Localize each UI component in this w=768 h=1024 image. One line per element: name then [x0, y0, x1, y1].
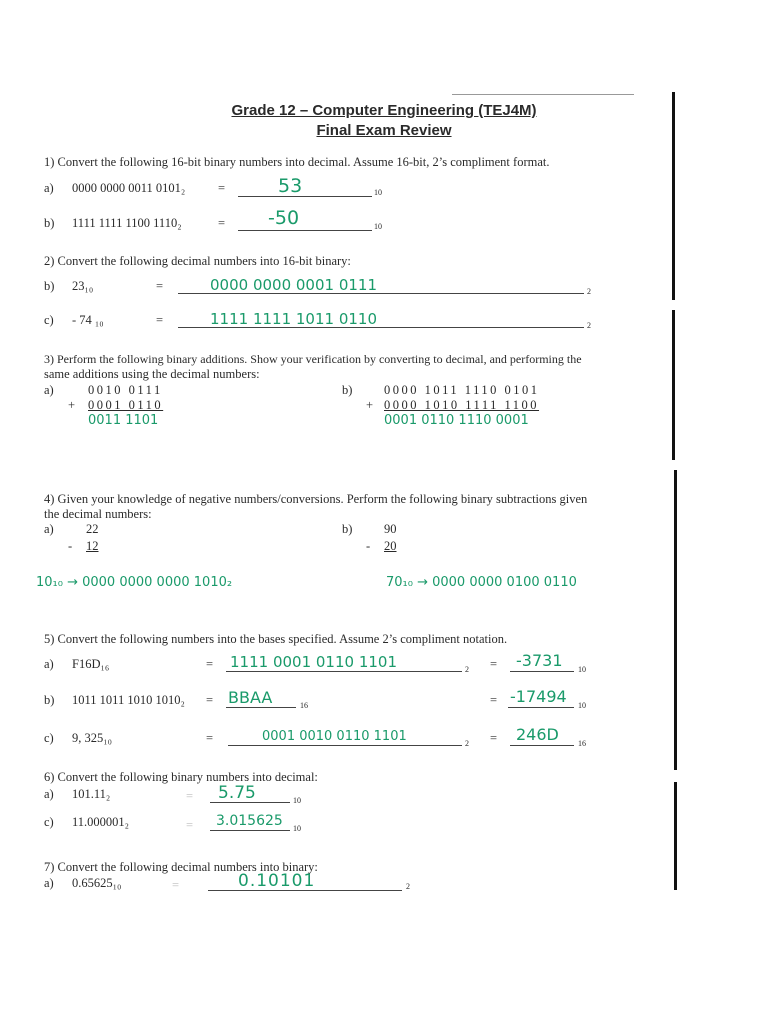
scan-edge-bottom [674, 782, 677, 890]
q6-a-label: a) [44, 787, 54, 801]
q3-a-top: 0010 0111 [88, 383, 163, 397]
q4-b-label: b) [342, 522, 353, 536]
q3-a-plus: + [68, 398, 76, 412]
q5-c-base1: 2 [465, 739, 469, 748]
q7-a-answer: 0.10101 [238, 871, 316, 891]
q5-a-answer1-line [226, 671, 462, 672]
q6-c-answer-line [210, 830, 290, 831]
q5-a-equals: = [206, 657, 214, 671]
q6-prompt: 6) Convert the following binary numbers into decimal: [44, 770, 318, 784]
q6-a-value: 101.11₂ [72, 787, 111, 801]
q4-a-answer: 10₁₀ → 0000 0000 0000 1010₂ [36, 575, 233, 590]
q5-a-answer2-line [510, 671, 574, 672]
q3-b-bottom: 0000 1010 1111 1100 [384, 398, 540, 412]
q7-a-equals: = [172, 878, 180, 892]
q5-a-label: a) [44, 657, 54, 671]
q5-c-answer2-line [510, 745, 574, 746]
q5-c-label: c) [44, 731, 54, 745]
q6-c-equals: = [186, 818, 194, 832]
q4-b-bottom: 20 [384, 539, 397, 553]
q4-a-minus: - [68, 539, 73, 553]
q1-a-value: 0000 0000 0011 0101₂ [72, 181, 186, 195]
q6-c-base: 10 [293, 824, 301, 833]
q5-b-answer2: -17494 [510, 687, 567, 706]
q2-b-answer: 0000 0000 0001 0111 [210, 276, 377, 294]
q1-b-label: b) [44, 216, 55, 230]
q2-b-value: 23₁₀ [72, 279, 94, 293]
page-subtitle: Final Exam Review [316, 122, 452, 139]
q2-c-base: 2 [587, 321, 591, 330]
q1-b-answer-line [238, 230, 372, 231]
top-rule [452, 94, 634, 95]
q4-b-top: 90 [384, 522, 397, 536]
q4-a-label: a) [44, 522, 54, 536]
q1-a-label: a) [44, 181, 54, 195]
q5-c-answer1: 0001 0010 0110 1101 [262, 729, 407, 744]
q5-a-base1: 2 [465, 665, 469, 674]
q6-a-equals: = [186, 789, 194, 803]
q5-b-label: b) [44, 693, 55, 707]
q3-b-top: 0000 1011 1110 0101 [384, 383, 540, 397]
q3-a-answer: 0011 1101 [88, 413, 159, 428]
q5-a-base2: 10 [578, 665, 586, 674]
q5-a-equals2: = [490, 657, 498, 671]
q7-a-label: a) [44, 876, 54, 890]
q7-prompt: 7) Convert the following decimal numbers into binary: [44, 860, 318, 874]
page-title: Grade 12 – Computer Engineering (TEJ4M) [231, 102, 537, 119]
q2-c-value: - 74 ₁₀ [72, 313, 104, 327]
q6-c-value: 11.000001₂ [72, 815, 130, 829]
q1-b-equals: = [218, 216, 226, 230]
q4-a-top: 22 [86, 522, 99, 536]
q3-b-label: b) [342, 383, 353, 397]
q5-a-value: F16D₁₆ [72, 657, 110, 671]
q4-b-minus: - [366, 539, 371, 553]
q2-c-equals: = [156, 313, 164, 327]
q2-b-equals: = [156, 279, 164, 293]
q2-b-label: b) [44, 279, 55, 293]
q3-b-plus: + [366, 398, 374, 412]
q2-prompt: 2) Convert the following decimal numbers into 16-bit binary: [44, 254, 351, 268]
q6-c-answer: 3.015625 [216, 813, 283, 829]
q5-b-base2: 10 [578, 701, 586, 710]
q5-c-base2: 16 [578, 739, 586, 748]
q5-b-equals: = [206, 693, 214, 707]
q4-prompt-line2: the decimal numbers: [44, 507, 152, 521]
q6-c-label: c) [44, 815, 54, 829]
scan-edge-mid [672, 310, 675, 460]
q5-c-equals: = [206, 731, 214, 745]
q1-b-value: 1111 1111 1100 1110₂ [72, 216, 182, 230]
q3-a-bottom: 0001 0110 [88, 398, 164, 412]
q2-c-answer: 1111 1111 1011 0110 [210, 310, 377, 328]
q5-c-answer2: 246D [516, 725, 559, 744]
q5-b-answer1-line [226, 707, 296, 708]
q7-a-base: 2 [406, 882, 410, 891]
q5-b-answer2-line [508, 707, 574, 708]
q5-b-value: 1011 1011 1010 1010₂ [72, 693, 185, 707]
q1-a-answer-line [238, 196, 372, 197]
q2-b-base: 2 [587, 287, 591, 296]
q3-prompt-line2: same additions using the decimal numbers: [44, 367, 260, 381]
scan-edge-lower [674, 470, 677, 770]
q5-a-answer2: -3731 [516, 651, 563, 670]
q1-b-base: 10 [374, 222, 382, 231]
q3-prompt-line1: 3) Perform the following binary additions. Show your verification by converting to decimal, and performing the [44, 352, 582, 366]
q1-a-equals: = [218, 181, 226, 195]
q4-b-answer: 70₁₀ → 0000 0000 0100 0110 [386, 575, 577, 590]
q7-a-value: 0.65625₁₀ [72, 876, 122, 890]
q5-a-answer1: 1111 0001 0110 1101 [230, 653, 397, 671]
q5-prompt: 5) Convert the following numbers into the bases specified. Assume 2’s compliment notation. [44, 632, 508, 646]
q3-b-answer: 0001 0110 1110 0001 [384, 413, 529, 428]
q4-a-bottom: 12 [86, 539, 99, 553]
q1-prompt: 1) Convert the following 16-bit binary numbers into decimal. Assume 16-bit, 2’s compliment format. [44, 155, 550, 169]
q1-b-answer: -50 [268, 207, 300, 229]
q3-a-label: a) [44, 383, 54, 397]
q4-prompt-line1: 4) Given your knowledge of negative numbers/conversions. Perform the following binary subtractions given [44, 492, 588, 506]
q5-c-answer1-line [228, 745, 462, 746]
q5-b-base1: 16 [300, 701, 308, 710]
q6-a-base: 10 [293, 796, 301, 805]
q1-a-base: 10 [374, 188, 382, 197]
q6-a-answer: 5.75 [218, 783, 256, 803]
q1-a-answer: 53 [278, 175, 303, 197]
q2-c-label: c) [44, 313, 54, 327]
q5-c-value: 9, 325₁₀ [72, 731, 112, 745]
q5-b-answer1: BBAA [228, 688, 273, 707]
q5-b-equals2: = [490, 693, 498, 707]
q5-c-equals2: = [490, 731, 498, 745]
